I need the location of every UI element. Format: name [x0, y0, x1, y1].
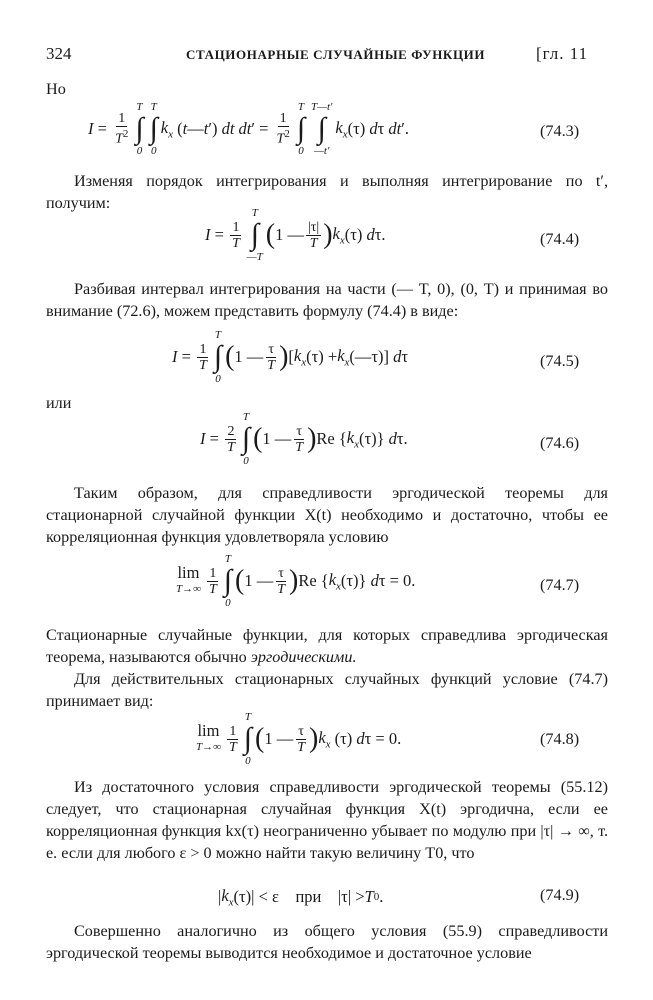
running-title: СТАЦИОНАРНЫЕ СЛУЧАЙНЫЕ ФУНКЦИИ [186, 47, 486, 62]
equation-74-9: | $k_x$ (τ)| < ε при |τ| > T 0 . [218, 886, 384, 909]
paragraph-4 [46, 624, 608, 668]
eq-number-74-7: (74.7) [540, 576, 580, 594]
page-number: 324 [46, 44, 72, 63]
term-ergodic: эргодическими. [250, 648, 357, 666]
equation-74-3: I = $\frac{1}{T^2}$ T ∫ 0 T ∫ 0 $k_x$ ( t — t ′) dt dt ′ = $\frac{1}{T^2}$ T ∫ 0 T—t′ ∫ —t′ $k_x$ (τ) d τ dt ′. [88, 101, 409, 157]
equation-74-5: I = $\frac{1}{T}$ T ∫ 0 ( 1 — $\frac{\tau}{T}$ ) [ $k_x$ (τ) + $k_x$ (—τ)] d τ [172, 329, 409, 385]
equation-74-8: lim T→∞ $\frac{1}{T}$ T ∫ 0 ( 1 — $\frac{\tau}{T}$ ) $k_x$ (τ) d τ = 0. [196, 711, 402, 767]
paragraph-2: Разбивая интервал интегрирования на части (— T, 0), (0, T) и принимая во внимание (72.6), можем представить формулу (74.4) в виде: [46, 280, 608, 320]
eq-number-74-3: (74.3) [540, 122, 580, 140]
eq-number-74-8: (74.8) [540, 730, 580, 748]
eq-number-74-4: (74.4) [540, 230, 580, 248]
eq-number-74-6: (74.6) [540, 434, 580, 452]
eq-number-74-5: (74.5) [540, 352, 580, 370]
paragraph-3: Таким образом, для справедливости эргодической теоремы для стационарной случайной функции X(t) необходимо и достаточно, чтобы ее корреляционная функция удовлетворяла условию [46, 484, 608, 546]
paragraph-6: Из достаточного условия справедливости эргодической теоремы (55.12) следует, что стационарная случайная функция X(t) эргодична, если ее корреляционная функция kx(τ) неограниченно убывает по модулю при |τ| → ∞, т. е. если для любого ε > 0 можно найти такую величину T0, что [46, 778, 608, 862]
paragraph-5: Для действительных стационарных случайных функций условие (74.7) принимает вид: [46, 670, 608, 710]
paragraph-4-text: Стационарные случайные функции, для которых справедлива эргодическая теорема, называются обычно [46, 626, 608, 666]
eq-number-74-9: (74.9) [540, 886, 580, 904]
equation-74-6: I = $\frac{2}{T}$ T ∫ 0 ( 1 — $\frac{\tau}{T}$ ) Re { $k_x$ (τ)} d τ. [200, 411, 408, 467]
word-ili: или [46, 394, 72, 412]
equation-74-7: lim T→∞ $\frac{1}{T}$ T ∫ 0 ( 1 — $\frac{\tau}{T}$ ) Re { $k_x$ (τ)} d τ = 0. [176, 553, 416, 609]
equation-74-4: I = $\frac{1}{T}$ T ∫ —T ( 1 — $\frac{|\tau|}{T}$ ) $k_x$ (τ) d τ. [205, 207, 386, 263]
paragraph-1: Изменяя порядок интегрирования и выполняя интегрирование по t′, получим: [46, 172, 608, 212]
word-no: Но [46, 80, 66, 98]
paragraph-7: Совершенно аналогично из общего условия (55.9) справедливости эргодической теоремы выводится необходимое и достаточное условие [46, 922, 608, 962]
chapter-ref: [гл. 11 [536, 44, 589, 63]
